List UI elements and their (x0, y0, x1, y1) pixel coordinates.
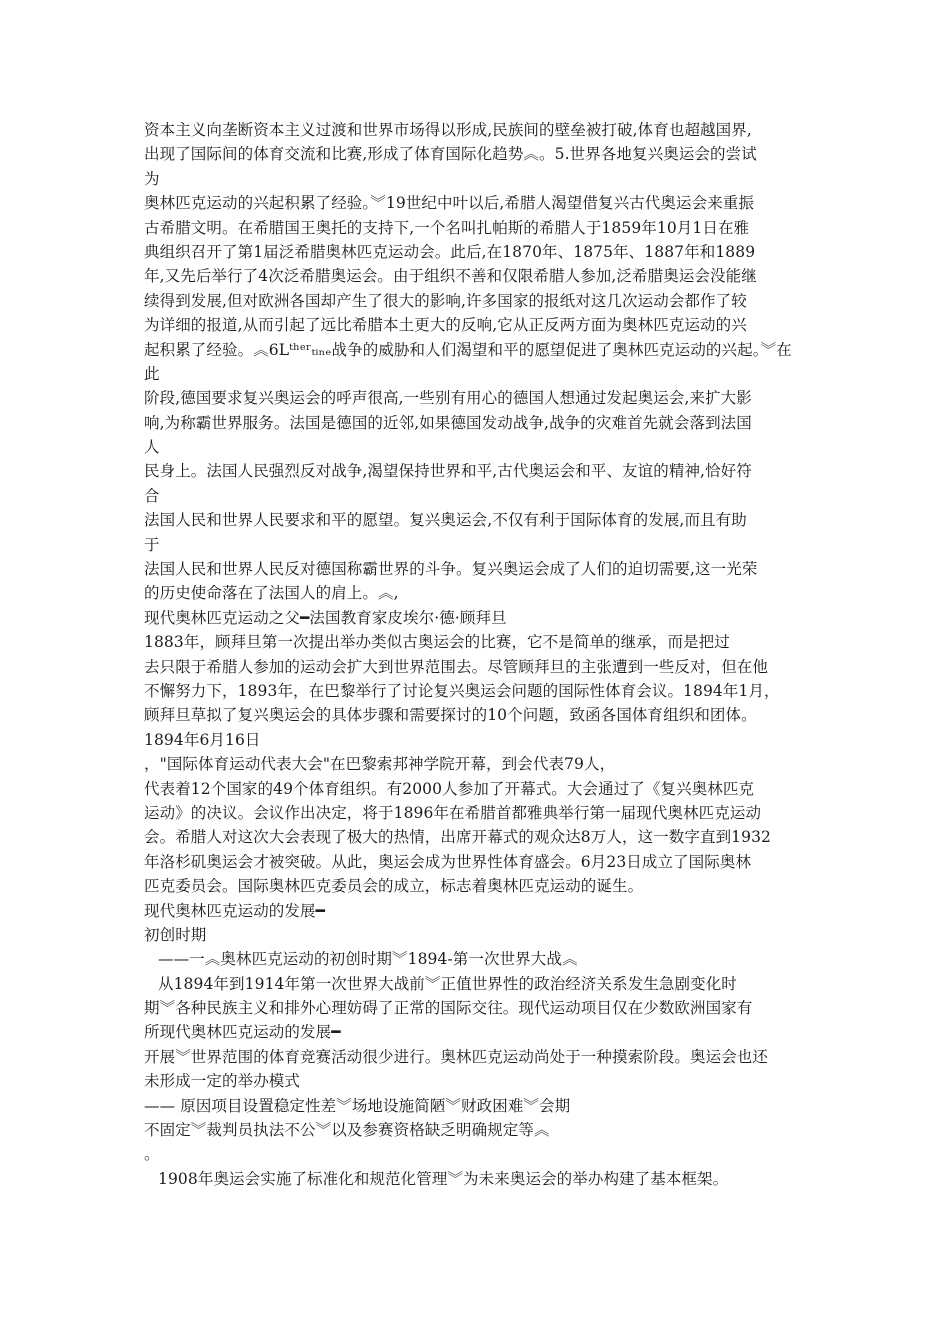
text-line: 年,又先后举行了4次泛希腊奥运会。由于组织不善和仅限希腊人参加,泛希腊奥运会没能继 (144, 267, 757, 286)
text-line: 不懈努力下，1893年，在巴黎举行了讨论复兴奥运会问题的国际性体育会议。1894年1月， (144, 681, 780, 700)
text-line: 开展︾世界范围的体育竞赛活动很少进行。奥林匹克运动尚处于一种摸索阶段。奥运会也还 (144, 1047, 769, 1066)
text-line: 续得到发展,但对欧洲各国却产生了很大的影响,许多国家的报纸对这几次运动会都作了较 (144, 291, 747, 310)
text-line: 未形成一定的举办模式 (144, 1072, 301, 1091)
text-line: 年洛杉矶奥运会才被突破。从此，奥运会成为世界性体育盛会。6月23日成立了国际奥林 (144, 852, 752, 871)
text-line: 法国人民和世界人民反对德国称霸世界的斗争。复兴奥运会成了人们的迫切需要,这一光荣 (144, 560, 758, 579)
text-line: 。 (144, 1145, 160, 1164)
text-line: ，"国际体育运动代表大会"在巴黎索邦神学院开幕，到会代表79人， (144, 755, 616, 774)
text-line: 出现了国际间的体育交流和比赛,形成了体育国际化趋势︽。5.世界各地复兴奥运会的尝试 (144, 145, 757, 164)
document-body (144, 118, 820, 1191)
text-line: 起积累了经验。︽6Lᵗʰᵉʳₜᵢₙₑ战争的威胁和人们渴望和平的愿望促进了奥林匹克运动的兴起。︾在 (144, 340, 792, 359)
section-heading: 现代奥林匹克运动的发展━ (144, 901, 326, 920)
text-line: 于 (144, 535, 160, 554)
text-line: 顾拜旦草拟了复兴奥运会的具体步骤和需要探讨的10个问题，致函各国体育组织和团体。 (144, 706, 757, 725)
text-line: 匹克委员会。国际奥林匹克委员会的成立，标志着奥林匹克运动的诞生。 (144, 877, 644, 896)
text-line: 响,为称霸世界服务。法国是德国的近邻,如果德国发动战争,战争的灾难首先就会落到法国 (144, 413, 752, 432)
text-line: 期︾各种民族主义和排外心理妨碍了正常的国际交往。现代运动项目仅在少数欧洲国家有 (144, 999, 753, 1018)
text-line: 奥林匹克运动的兴起积累了经验。︾19世纪中叶以后,希腊人渴望借复兴古代奥运会来重振 (144, 194, 755, 213)
text-line: 1894年6月16日 (144, 730, 261, 749)
text-line: 法国人民和世界人民要求和平的愿望。复兴奥运会,不仅有利于国际体育的发展,而且有助 (144, 511, 747, 530)
text-line: 阶段,德国要求复兴奥运会的呼声很高,一些别有用心的德国人想通过发起奥运会,来扩大影 (144, 389, 752, 408)
text-line: 不固定︾裁判员执法不公︾以及参赛资格缺乏明确规定等︽ (144, 1121, 550, 1140)
text-line: 代表着12个国家的49个体育组织。有2000人参加了开幕式。大会通过了《复兴奥林匹克 (144, 779, 755, 798)
text-line: 1883年，顾拜旦第一次提出举办类似古奥运会的比赛，它不是简单的继承，而是把过 (144, 633, 730, 652)
text-line: 会。希腊人对这次大会表现了极大的热情，出席开幕式的观众达8万人，这一数字直到1932 (144, 828, 772, 847)
text-line: 为 (144, 169, 160, 188)
text-line: 为详细的报道,从而引起了远比希腊本土更大的反响,它从正反两方面为奥林匹克运动的兴 (144, 316, 747, 335)
text-line: 的历史使命落在了法国人的肩上。︽, (144, 584, 399, 603)
text-line: 从1894年到1914年第一次世界大战前︾正值世界性的政治经济关系发生急剧变化时 (158, 974, 737, 993)
text-line: 人 (144, 438, 160, 457)
subsection-heading: 初创时期 (144, 925, 207, 944)
text-line: 去只限于希腊人参加的运动会扩大到世界范围去。尽管顾拜旦的主张遭到一些反对，但在他 (144, 657, 769, 676)
section-heading: 现代奥林匹克运动之父━法国教育家皮埃尔·德·顾拜旦 (144, 608, 507, 627)
text-line: 1908年奥运会实施了标准化和规范化管理︾为未来奥运会的举办构建了基本框架。 (158, 1169, 729, 1188)
text-line: 典组织召开了第1届泛希腊奥林匹克运动会。此后,在1870年、1875年、1887年和1889 (144, 242, 756, 261)
text-line: 此 (144, 364, 160, 383)
text-line: 运动》的决议。会议作出决定，将于1896年在希腊首都雅典举行第一届现代奥林匹克运动 (144, 803, 762, 822)
text-line: 古希腊文明。在希腊国王奥托的支持下,一个名叫扎帕斯的希腊人于1859年10月1日在雅 (144, 218, 750, 237)
text-line: 资本主义向垄断资本主义过渡和世界市场得以形成,民族间的壁垒被打破,体育也超越国界, (144, 121, 752, 139)
text-line: —— 原因项目设置稳定性差︾场地设施简陋︾财政困难︾会期 (144, 1096, 571, 1115)
text-line: ——一︽奥林匹克运动的初创时期︾1894-第一次世界大战︽ (158, 950, 578, 969)
text-line: 所现代奥林匹克运动的发展━ (144, 1023, 341, 1042)
text-line: 合 (144, 486, 160, 505)
text-line: 民身上。法国人民强烈反对战争,渴望保持世界和平,古代奥运会和平、友谊的精神,恰好符 (144, 462, 752, 481)
